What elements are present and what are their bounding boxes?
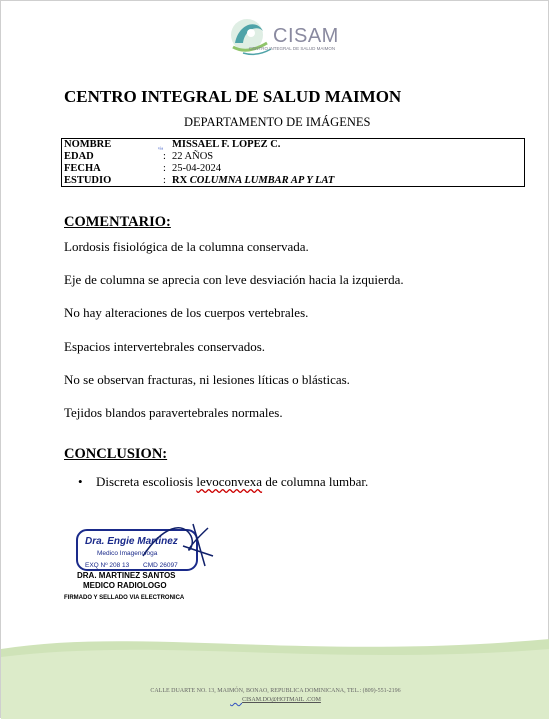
patient-info-box bbox=[61, 138, 525, 187]
stamp-cmd: CMD 26097 bbox=[143, 562, 178, 569]
comment-line: Tejidos blandos paravertebrales normales. bbox=[64, 405, 283, 420]
footer-email bbox=[1, 697, 549, 703]
comment-line: No se observan fracturas, ni lesiones líticas o blásticas. bbox=[64, 372, 350, 387]
footer-wave bbox=[1, 631, 549, 719]
comment-line: Lordosis fisiológica de la columna conservada. bbox=[64, 239, 309, 254]
study-value bbox=[172, 175, 334, 187]
department-title: DEPARTAMENTO DE IMÁGENES bbox=[184, 115, 371, 129]
colon: : bbox=[163, 175, 166, 186]
date-value: 25-04-2024 bbox=[172, 163, 221, 174]
footer-address: CALLE DUARTE NO. 13, MAIMÓN, BONAO, REPUBLICA DOMINICANA, TEL.: (809)-551-2196 bbox=[150, 688, 401, 694]
study-prefix: RX bbox=[172, 175, 188, 186]
study-label: ESTUDIO bbox=[64, 175, 112, 186]
stamp-role: Medico Imagenologa bbox=[97, 550, 158, 557]
spellcheck-word: levoconvexa bbox=[196, 474, 263, 489]
comment-line: Eje de columna se aprecia con leve desviación hacia la izquierda. bbox=[64, 272, 404, 287]
doctor-stamp-signature bbox=[73, 516, 223, 576]
comment-line: Espacios intervertebrales conservados. bbox=[64, 339, 266, 354]
doctor-name-text: DRA. MARTINEZ SANTOS bbox=[77, 571, 176, 580]
conclusion-heading: CONCLUSION: bbox=[64, 446, 168, 462]
logo-subtitle: CENTRO INTEGRAL DE SALUD MAIMON bbox=[249, 46, 336, 51]
stamp-name: Dra. Engie Martinez bbox=[85, 536, 178, 547]
age-label: EDAD bbox=[64, 151, 94, 162]
colon: : bbox=[163, 163, 166, 174]
colon-mark: ᵥᵢₐ bbox=[158, 143, 164, 151]
comment-line: No hay alteraciones de los cuerpos vertebrales. bbox=[64, 305, 309, 320]
logo-wordmark: CISAM bbox=[273, 25, 339, 47]
footer-email-text: CISAM.DO@HOTMAIL .COM bbox=[242, 697, 321, 703]
name-value: MISSAEL F. LOPEZ C. bbox=[172, 139, 281, 150]
doctor-role: MEDICO RADIOLOGO bbox=[83, 581, 167, 590]
stamp-exq: EXQ Nº 208 13 bbox=[85, 562, 130, 569]
colon: : bbox=[163, 151, 166, 162]
age-value: 22 AÑOS bbox=[172, 151, 214, 162]
signature-note: FIRMADO Y SELLADO VIA ELECTRONICA bbox=[64, 595, 185, 601]
name-label: NOMBRE bbox=[64, 139, 112, 150]
study-name: COLUMNA LUMBAR AP Y LAT bbox=[189, 175, 335, 186]
conclusion-text-pre: Discreta escoliosis bbox=[96, 474, 197, 489]
page-title: CENTRO INTEGRAL DE SALUD MAIMON bbox=[64, 87, 402, 106]
date-label: FECHA bbox=[64, 163, 101, 174]
comentario-heading: COMENTARIO: bbox=[64, 214, 171, 230]
doctor-name bbox=[77, 571, 176, 591]
conclusion-text-post: de columna lumbar. bbox=[262, 474, 369, 489]
